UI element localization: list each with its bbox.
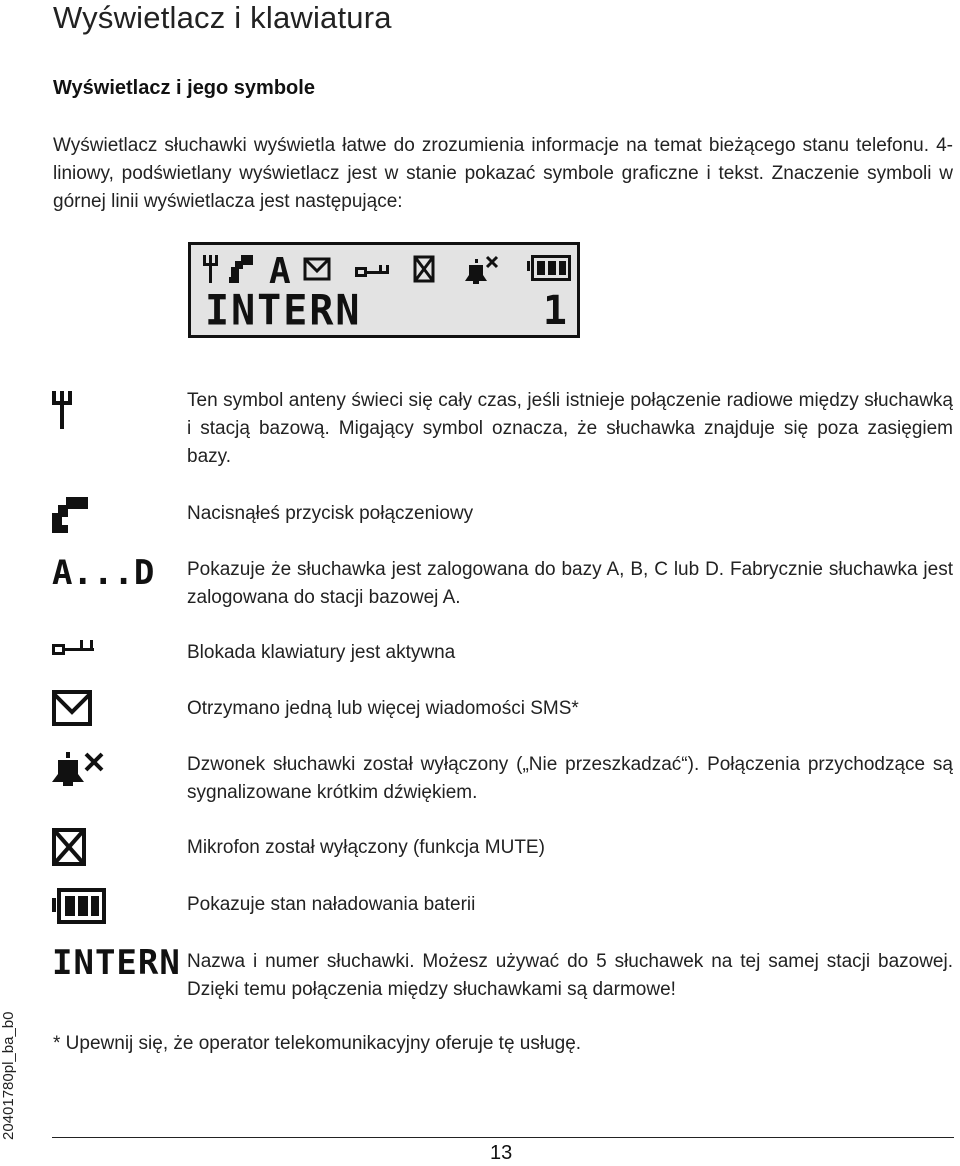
symbol-description: Nazwa i numer słuchawki. Możesz używać do 5 słuchawek na tej samej stacji bazowej. Dzięki temu połączenia między słuchawkami są darmowe! — [187, 951, 953, 1000]
handset-icon — [52, 495, 92, 535]
key-icon — [52, 638, 96, 658]
symbol-description: Dzwonek słuchawki został wyłączony („Nie przeszkadzać“). Połączenia przychodzące są sygnalizowane krótkim dźwiękiem. — [187, 754, 953, 803]
page-number: 13 — [490, 1142, 513, 1164]
footnote: * Upewnij się, że operator telekomunikacyjny oferuje tę usługę. — [53, 1033, 582, 1054]
symbol-description: Mikrofon został wyłączony (funkcja MUTE) — [187, 837, 545, 858]
document-code: 20401780pl_ba_b0 — [0, 1011, 17, 1140]
lcd-display — [188, 242, 580, 338]
battery-icon — [52, 886, 108, 928]
bell-off-icon — [465, 257, 497, 284]
symbol-description: Nacisnąłeś przycisk połączeniowy — [187, 503, 474, 524]
lcd-base-letter: A — [269, 251, 291, 292]
section-heading: Wyświetlacz i jego symbole — [53, 77, 315, 99]
symbol-description: Otrzymano jedną lub więcej wiadomości SMS* — [187, 698, 579, 719]
handset-icon — [229, 255, 253, 283]
envelope-icon — [52, 690, 94, 728]
envelope-icon — [305, 259, 329, 279]
symbol-description: Pokazuje że słuchawka jest zalogowana do bazy A, B, C lub D. Fabrycznie słuchawka jest zalogowana do stacji bazowej A. — [187, 559, 953, 608]
lcd-handset-number: 1 — [542, 288, 567, 334]
base-range-label: A...D — [52, 553, 155, 593]
mute-icon — [415, 257, 433, 281]
footer-rule — [52, 1137, 954, 1138]
page-title: Wyświetlacz i klawiatura — [53, 0, 392, 35]
battery-icon — [527, 255, 571, 281]
symbol-description: Blokada klawiatury jest aktywna — [187, 642, 456, 663]
antenna-icon — [52, 385, 72, 431]
symbol-description: Pokazuje stan naładowania baterii — [187, 894, 476, 915]
key-icon — [355, 265, 389, 277]
lcd-intern-text: INTERN — [205, 286, 362, 336]
antenna-icon — [203, 255, 218, 283]
bell-off-icon — [52, 750, 110, 790]
mute-icon — [52, 828, 88, 868]
intern-label: INTERN — [52, 943, 181, 983]
symbol-description: Ten symbol anteny świeci się cały czas, jeśli istnieje połączenie radiowe między słuchawką i stacją bazową. Migający symbol oznacza, że słuchawka znajduje się poza zasięgiem bazy. — [187, 390, 953, 467]
intro-paragraph: Wyświetlacz słuchawki wyświetla łatwe do zrozumienia informacje na temat bieżącego stanu telefonu. 4-liniowy, podświetlany wyświetlacz jest w stanie pokazać symbole graficzne i tekst. Znaczenie symboli w górnej linii wyświetlacza jest następujące: — [53, 135, 953, 212]
